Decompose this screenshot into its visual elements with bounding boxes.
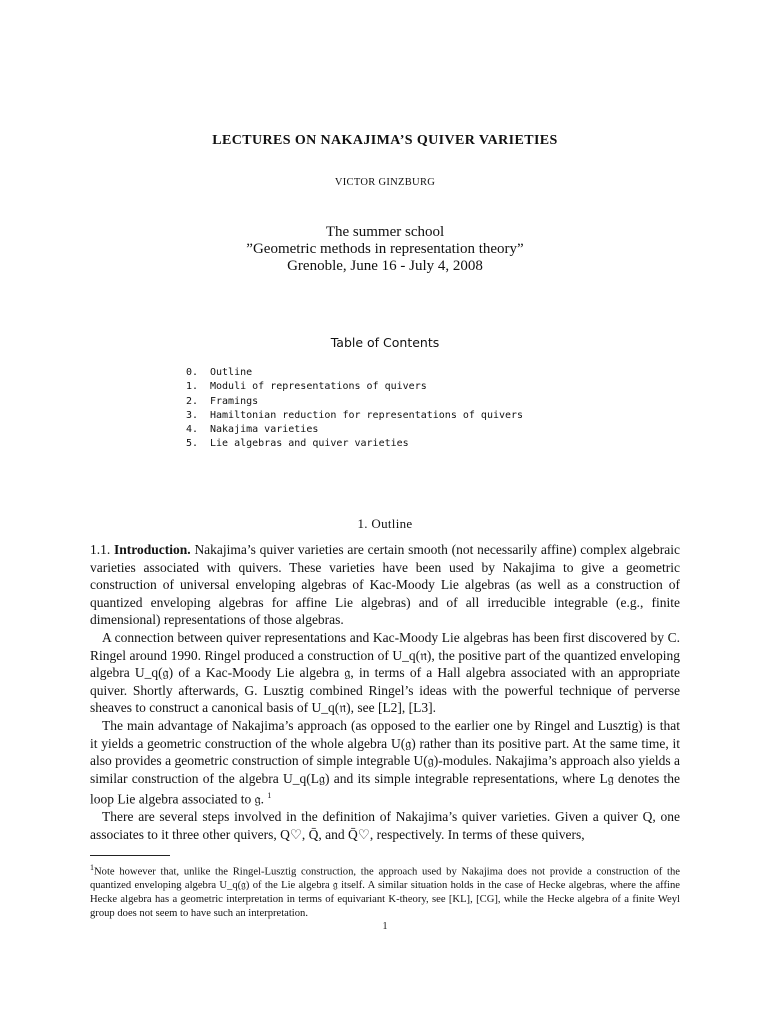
paragraph: There are several steps involved in the definition of Nakajima’s quiver varieties. Given a quiver Q, one associates to it three other quivers, Q♡, Q̄, and Q̄♡, respectively. In terms of these quivers, — [90, 809, 680, 842]
toc-item-label: Outline — [210, 367, 253, 378]
section-heading: 1. Outline — [357, 516, 413, 531]
toc-item — [186, 395, 523, 409]
footnote — [90, 861, 680, 921]
footnote-text: Note however that, unlike the Ringel-Lusztig construction, the approach used by Nakajima does not provide a construction of the quantized enveloping algebra U_q(𝔤) of the Lie algebra 𝔤 itself. A similar situation holds in the case of Hecke algebras, where the affine Hecke algebra has a geometric interpretation in terms of equivariant K-theory, see [KL], [CG], while the Hecke algebra of a finite Weyl group does not seem to have such an interpretation. — [90, 866, 680, 919]
toc-item-label: Nakajima varieties — [210, 424, 319, 436]
paragraph — [90, 717, 680, 808]
paragraph-text: The main advantage of Nakajima’s approach (as opposed to the earlier one by Ringel and Lusztig) is that it yields a geometric construction of the whole algebra U(𝔤) rather than its positive part. At the same time, it also provides a geometric construction of simple integrable U(𝔤)-modules. Nakajima’s approach also yields a similar construction of the algebra U_q(L𝔤) and its simple integrable representations, where L𝔤 denotes the loop Lie algebra associated to 𝔤. — [90, 717, 680, 807]
subsection-number: 1.1. — [90, 542, 111, 557]
toc-item-label: Hamiltonian reduction for representations of quivers — [210, 409, 524, 421]
toc-item — [186, 423, 523, 437]
toc-item-label: Moduli of representations of quivers — [210, 381, 427, 393]
subsection-title: Introduction. — [114, 542, 191, 557]
event-line-1: The summer school — [325, 224, 445, 240]
event-line-3: Grenoble, June 16 - July 4, 2008 — [287, 258, 483, 274]
paper-title: LECTURES ON NAKAJIMA’S QUIVER VARIETIES — [212, 133, 558, 148]
footnote-number: 1 — [90, 863, 94, 872]
toc-item-number: 3. — [186, 409, 199, 421]
toc-item-number: 5. — [186, 438, 199, 450]
toc-item-number: 0. — [186, 367, 199, 378]
footnote-mark[interactable]: 1 — [267, 791, 272, 801]
section-body — [90, 541, 680, 844]
toc-item-number: 2. — [186, 395, 199, 407]
toc-title: Table of Contents — [330, 335, 440, 350]
paragraph: A connection between quiver representations and Kac-Moody Lie algebras has been first discovered by C. Ringel around 1990. Ringel produced a construction of U_q(𝔫), the positive part of the quantized enveloping algebra U_q(𝔤) of a Kac-Moody Lie algebra 𝔤, in terms of a Hall algebra associated with an appropriate quiver. Shortly afterwards, G. Lusztig combined Ringel’s ideas with the powerful technique of perverse sheaves to construct a canonical basis of U_q(𝔫), see [L2], [L3]. — [90, 629, 680, 716]
toc-item — [186, 366, 523, 380]
toc-item-label: Lie algebras and quiver varieties — [210, 438, 409, 450]
toc-item-number: 1. — [186, 381, 199, 393]
event-line-2: ”Geometric methods in representation theory” — [246, 241, 524, 257]
toc-item — [186, 380, 523, 394]
paragraph-text: Nakajima’s quiver varieties are certain smooth (not necessarily affine) complex algebraic varieties associated with quivers. These varieties have been used by Nakajima to give a geometric construction of universal enveloping algebras of Kac-Moody Lie algebras (as well as a construction of quantized enveloping algebras for affine Lie algebras) and of all irreducible integrable (e.g., finite dimensional) representations of those algebras. — [90, 542, 681, 628]
toc-item — [186, 409, 523, 423]
toc-item-label: Framings — [210, 395, 259, 407]
footnote-divider — [90, 855, 170, 856]
event-info — [0, 224, 770, 275]
author-name: VICTOR GINZBURG — [334, 177, 436, 188]
toc-item — [186, 437, 523, 451]
toc-item-number: 4. — [186, 424, 199, 436]
table-of-contents — [186, 366, 523, 452]
page-number: 1 — [382, 921, 388, 932]
paragraph-intro — [90, 541, 680, 629]
